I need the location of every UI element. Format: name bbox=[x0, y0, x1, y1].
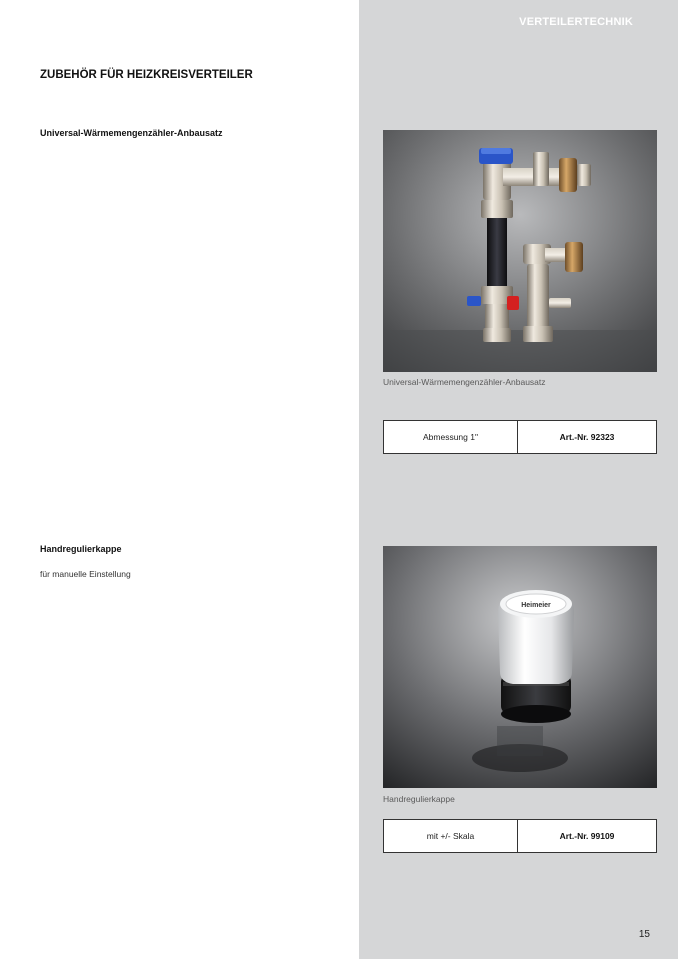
page-number: 15 bbox=[638, 929, 650, 940]
table-row bbox=[384, 421, 657, 454]
section-tag: VERTEILERTECHNIK bbox=[519, 16, 633, 28]
image-caption: Universal-Wärmemengenzähler-Anbausatz bbox=[383, 377, 546, 387]
product-description: für manuelle Einstellung bbox=[40, 569, 131, 579]
spec-table bbox=[383, 420, 657, 454]
cap-brand-logo: Heimeier bbox=[521, 602, 551, 609]
article-number-cell: Art.-Nr. 99109 bbox=[518, 820, 657, 853]
image-caption: Handregulierkappe bbox=[383, 794, 455, 804]
product-heading-heat-meter-kit: Universal-Wärmemengenzähler-Anbausatz bbox=[40, 128, 223, 138]
product-photo-heat-meter-kit bbox=[383, 130, 657, 372]
article-number-cell: Art.-Nr. 92323 bbox=[518, 421, 657, 454]
hand-regulation-cap-image bbox=[383, 546, 657, 788]
product-photo-hand-regulation-cap bbox=[383, 546, 657, 788]
spec-cell: Abmessung 1" bbox=[384, 421, 518, 454]
spec-table bbox=[383, 819, 657, 853]
product-heading-hand-regulation-cap: Handregulierkappe bbox=[40, 544, 122, 554]
page-title: ZUBEHÖR FÜR HEIZKREISVERTEILER bbox=[40, 69, 253, 81]
table-row bbox=[384, 820, 657, 853]
spec-cell: mit +/- Skala bbox=[384, 820, 518, 853]
heat-meter-kit-image bbox=[383, 130, 657, 372]
